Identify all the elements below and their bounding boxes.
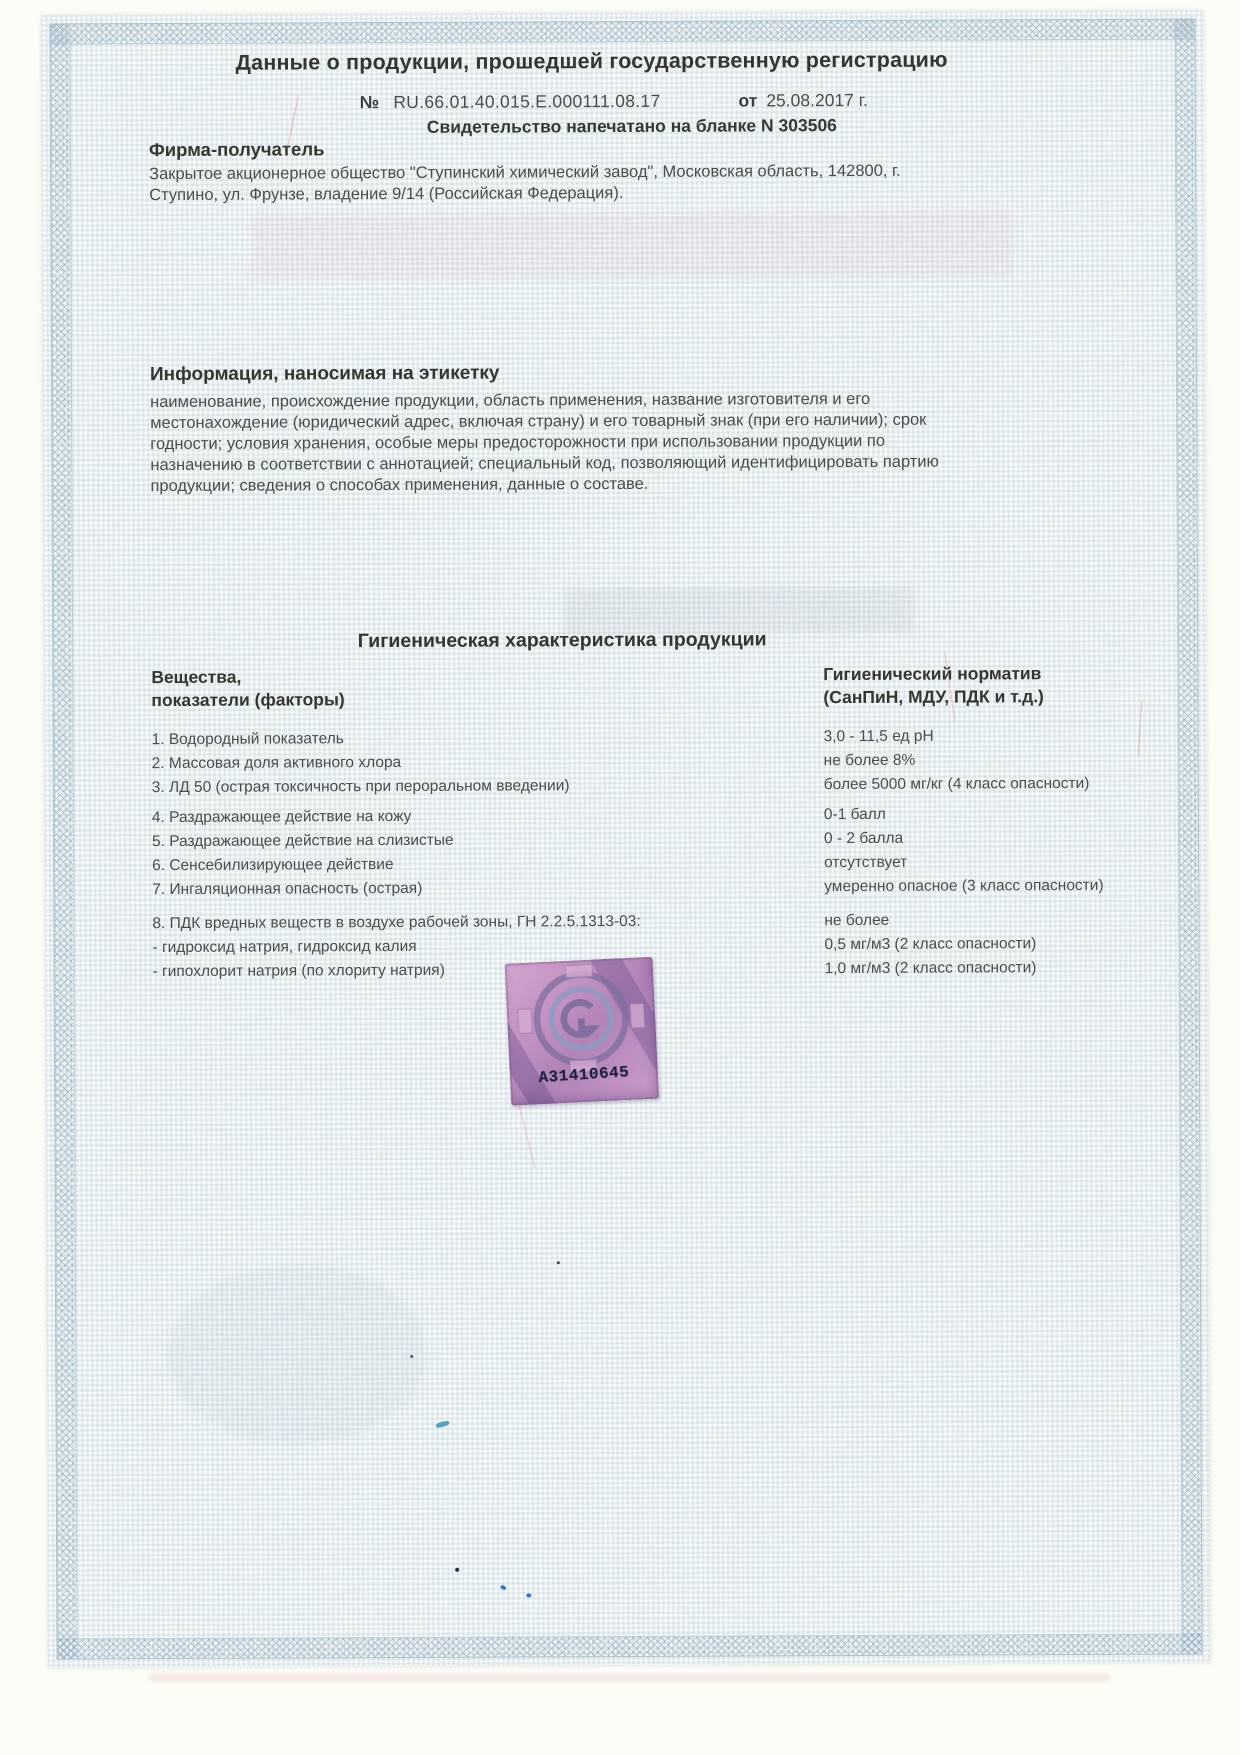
- stamp-bleed-mark: [167, 1264, 428, 1445]
- table-row-norm: 1,0 мг/м3 (2 класс опасности): [824, 958, 1037, 977]
- ink-speck: [500, 1584, 507, 1590]
- border-band-left: [49, 23, 77, 1659]
- column-header-factors-line2: показатели (факторы): [151, 688, 345, 710]
- table-row-norm: 0-1 балл: [823, 805, 886, 823]
- registration-number: RU.66.01.40.015.E.000111.08.17: [393, 90, 661, 113]
- table-row-norm: 0,5 мг/м3 (2 класс опасности): [824, 934, 1037, 953]
- registration-number-line: [360, 90, 868, 113]
- date-label: от: [738, 90, 758, 111]
- ink-speck: [557, 1261, 560, 1264]
- column-header-factors-line1: Вещества,: [151, 666, 242, 688]
- ink-speck: [526, 1593, 531, 1597]
- column-header-norms-line2: (СанПиН, МДУ, ПДК и т.д.): [823, 685, 1044, 707]
- table-row-factor: 6. Сенсебилизирующее действие: [152, 855, 394, 874]
- scratch-mark: [518, 1104, 535, 1167]
- ink-speck: [455, 1568, 459, 1572]
- table-row-norm: умеренно опасное (3 класс опасности): [824, 876, 1104, 895]
- border-band-top: [49, 19, 1195, 45]
- number-label: №: [359, 92, 380, 113]
- table-row-factor: 5. Раздражающее действие на слизистые: [151, 831, 454, 850]
- table-row-factor: 1. Водородный показатель: [151, 729, 344, 748]
- ink-speck: [435, 1420, 450, 1429]
- table-row-factor: 2. Массовая доля активного хлора: [151, 753, 402, 772]
- label-info-heading: Информация, наносимая на этикетку: [149, 362, 500, 386]
- hologram-serial-number: A31410645: [537, 1063, 630, 1088]
- table-row-norm: отсутствует: [824, 853, 908, 871]
- bleed-through-mark: [150, 1674, 1110, 1681]
- table-row-factor: - гидроксид натрия, гидроксид калия: [152, 937, 417, 956]
- border-band-bottom: [56, 1633, 1202, 1659]
- hygiene-table: [151, 662, 1162, 984]
- table-row-factor: 8. ПДК вредных веществ в воздухе рабочей зоны, ГН 2.2.5.1313-03:: [152, 912, 641, 932]
- ink-speck: [410, 1355, 413, 1358]
- table-row-factor: 4. Раздражающее действие на кожу: [151, 807, 412, 826]
- column-header-norms: [823, 662, 1103, 709]
- blank-form-note: Свидетельство напечатано на бланке N 303506: [426, 115, 837, 137]
- column-header-norms-line1: Гигиенический норматив: [823, 663, 1042, 685]
- registration-date: 25.08.2017 г.: [766, 89, 868, 111]
- certificate-sheet: [41, 10, 1210, 1667]
- table-row-norm: не более: [824, 911, 890, 929]
- label-info-text: наименование, происхождение продукции, область применения, название изготовителя и его местонахождение (юридический адрес, включая страну) и его товарный знак (при его наличии); срок годности; условия хранения, особые меры предосторожности при использовании продукции по назначению в соответствии с аннотацией; специальный код, позволяющий идентифицировать партию продукции; сведения о способах применения, данные о составе.: [150, 389, 939, 495]
- border-band-right: [1174, 19, 1202, 1655]
- watermark-bleed-mark: [252, 211, 1012, 280]
- table-row-norm: 0 - 2 балла: [823, 829, 904, 847]
- table-row-norm: более 5000 мг/кг (4 класс опасности): [823, 774, 1090, 793]
- recipient-text: Закрытое акционерное общество "Ступинский химический завод", Московская область, 142800, г. Ступино, ул. Фрунзе, владение 9/14 (Российская Федерация).: [149, 161, 901, 205]
- table-row-factor: - гипохлорит натрия (по хлориту натрия): [152, 961, 445, 980]
- table-row-norm: 3,0 - 11,5 ед рН: [823, 727, 934, 745]
- table-row-factor: 3. ЛД 50 (острая токсичность при пероральном введении): [151, 776, 570, 796]
- page-title: Данные о продукции, прошедшей государственную регистрацию: [235, 47, 948, 75]
- hologram-sticker: [505, 957, 660, 1106]
- hygiene-heading: Гигиеническая характеристика продукции: [357, 628, 767, 653]
- table-row-factor: 7. Ингаляционная опасность (острая): [152, 879, 423, 898]
- recipient-heading: Фирма-получатель: [148, 138, 325, 161]
- table-row-norm: не более 8%: [823, 751, 916, 769]
- column-header-factors: [151, 663, 823, 711]
